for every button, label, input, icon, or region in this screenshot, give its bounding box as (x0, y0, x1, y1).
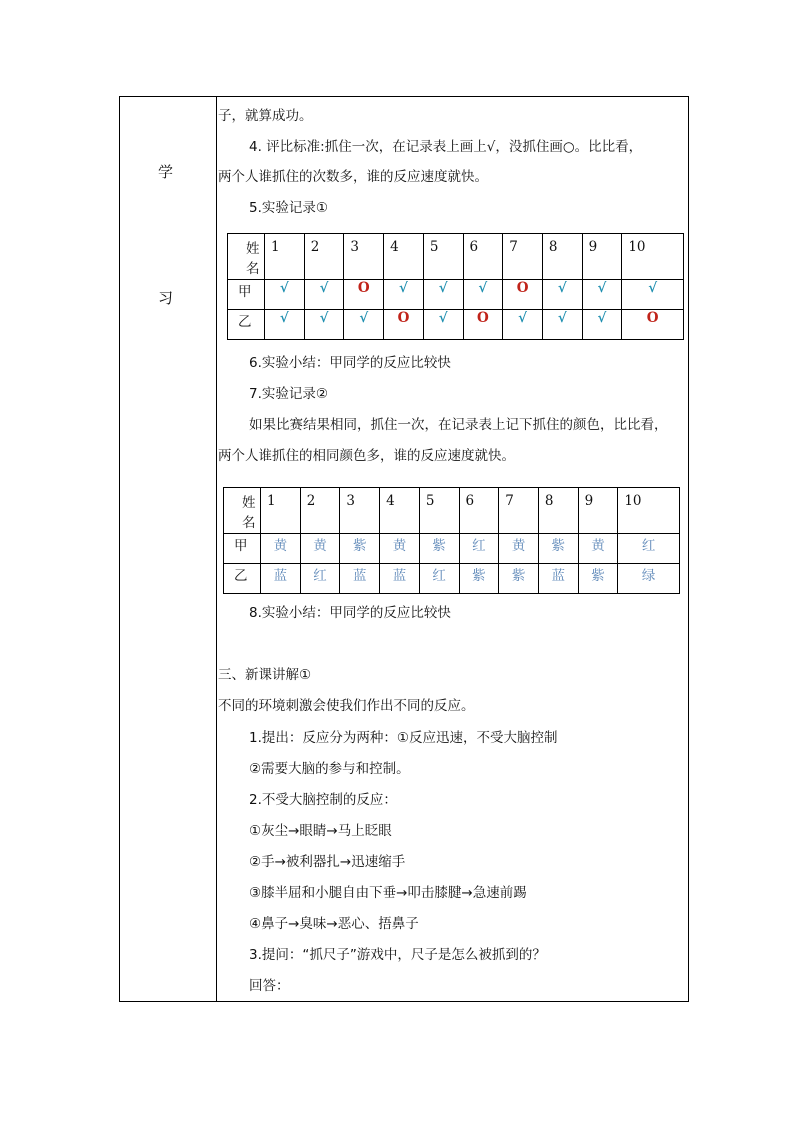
trial-header: 1 (265, 234, 305, 280)
section-heading: 5.实验记录① (249, 200, 328, 216)
text-line: 如果比赛结果相同，抓住一次，在记录表上记下抓住的颜色，比比看， (249, 417, 668, 433)
check-mark: √ (463, 280, 503, 310)
check-mark: √ (304, 280, 344, 310)
check-mark: √ (265, 310, 305, 340)
answer-label: 回答： (249, 978, 290, 994)
name-label: 名 (242, 515, 256, 531)
check-mark: √ (542, 310, 582, 340)
name-label: 姓 (246, 241, 260, 257)
trial-header: 10 (622, 234, 684, 280)
side-char-practice: 习 (158, 289, 174, 307)
trial-header: 5 (423, 234, 463, 280)
color-word: 红 (618, 534, 680, 564)
color-word: 蓝 (261, 564, 301, 594)
trial-header: 9 (578, 488, 618, 534)
text-line: 1.提出：反应分为两种：①反应迅速，不受大脑控制 (249, 730, 558, 746)
color-word: 黄 (578, 534, 618, 564)
circle-mark: O (384, 310, 424, 340)
check-mark: √ (542, 280, 582, 310)
check-mark: √ (582, 280, 622, 310)
color-word: 黄 (300, 534, 340, 564)
row-label: 甲 (224, 534, 261, 564)
name-header-cell (228, 234, 265, 280)
text-line: 不同的环境刺激会使我们作出不同的反应。 (218, 698, 475, 714)
color-word: 紫 (459, 564, 499, 594)
trial-header: 10 (618, 488, 680, 534)
color-word: 紫 (578, 564, 618, 594)
lesson-table (119, 96, 689, 1002)
check-mark: √ (384, 280, 424, 310)
record-table-2 (223, 487, 680, 594)
trial-header: 6 (463, 234, 503, 280)
section-heading: 7.实验记录② (249, 386, 328, 402)
check-mark: √ (423, 310, 463, 340)
text-line: 两个人谁抓住的相同颜色多，谁的反应速度就快。 (218, 448, 515, 464)
list-item: ②手→被利器扎→迅速缩手 (249, 854, 406, 870)
table-row-jia (228, 280, 684, 310)
check-mark: √ (582, 310, 622, 340)
trial-header: 2 (300, 488, 340, 534)
trial-header: 4 (384, 234, 424, 280)
trial-header: 8 (538, 488, 578, 534)
color-word: 黄 (380, 534, 420, 564)
summary-line: 6.实验小结：甲同学的反应比较快 (249, 355, 451, 371)
trial-header: 1 (261, 488, 301, 534)
trial-header: 4 (380, 488, 420, 534)
record-table-1 (227, 233, 684, 340)
check-mark: √ (265, 280, 305, 310)
row-label: 甲 (228, 280, 265, 310)
color-word: 紫 (499, 564, 539, 594)
check-mark: √ (344, 310, 384, 340)
text-line: 2.不受大脑控制的反应： (249, 792, 397, 808)
trial-header: 3 (340, 488, 380, 534)
row-label: 乙 (228, 310, 265, 340)
table-header-row (224, 488, 680, 534)
trial-header: 3 (344, 234, 384, 280)
trial-header: 9 (582, 234, 622, 280)
name-header-cell (224, 488, 261, 534)
text-line: 4. 评比标准:抓住一次，在记录表上画上√，没抓住画○。比比看， (249, 139, 643, 155)
color-word: 紫 (340, 534, 380, 564)
color-word: 紫 (419, 534, 459, 564)
text-line: 两个人谁抓住的次数多，谁的反应速度就快。 (218, 169, 488, 185)
summary-line: 8.实验小结：甲同学的反应比较快 (249, 605, 451, 621)
color-word: 蓝 (538, 564, 578, 594)
name-label: 名 (246, 261, 260, 277)
circle-mark: O (622, 310, 684, 340)
color-word: 红 (459, 534, 499, 564)
table-row-yi (228, 310, 684, 340)
color-word: 绿 (618, 564, 680, 594)
trial-header: 7 (503, 234, 543, 280)
list-item: ③膝半屈和小腿自由下垂→叩击膝腱→急速前踢 (249, 885, 527, 901)
trial-header: 7 (499, 488, 539, 534)
trial-header: 5 (419, 488, 459, 534)
question-line: 3.提问：“抓尺子”游戏中，尺子是怎么被抓到的？ (249, 947, 546, 963)
table-header-row (228, 234, 684, 280)
check-mark: √ (503, 310, 543, 340)
circle-mark: O (463, 310, 503, 340)
color-word: 黄 (499, 534, 539, 564)
column-divider (216, 97, 217, 1001)
list-item: ①灰尘→眼睛→马上眨眼 (249, 823, 392, 839)
side-char-study: 学 (158, 163, 174, 181)
row-label: 乙 (224, 564, 261, 594)
color-word: 蓝 (380, 564, 420, 594)
check-mark: √ (304, 310, 344, 340)
section-heading: 三、新课讲解① (218, 667, 312, 683)
color-word: 紫 (538, 534, 578, 564)
circle-mark: O (344, 280, 384, 310)
circle-mark: O (503, 280, 543, 310)
list-item: ④鼻子→臭味→恶心、捂鼻子 (249, 916, 419, 932)
color-word: 红 (419, 564, 459, 594)
check-mark: √ (423, 280, 463, 310)
trial-header: 6 (459, 488, 499, 534)
name-label: 姓 (242, 495, 256, 511)
color-word: 蓝 (340, 564, 380, 594)
trial-header: 8 (542, 234, 582, 280)
check-mark: √ (622, 280, 684, 310)
text-line: ②需要大脑的参与和控制。 (249, 761, 410, 777)
table-row-jia (224, 534, 680, 564)
color-word: 红 (300, 564, 340, 594)
trial-header: 2 (304, 234, 344, 280)
color-word: 黄 (261, 534, 301, 564)
text-line: 子，就算成功。 (218, 108, 313, 124)
table-row-yi (224, 564, 680, 594)
